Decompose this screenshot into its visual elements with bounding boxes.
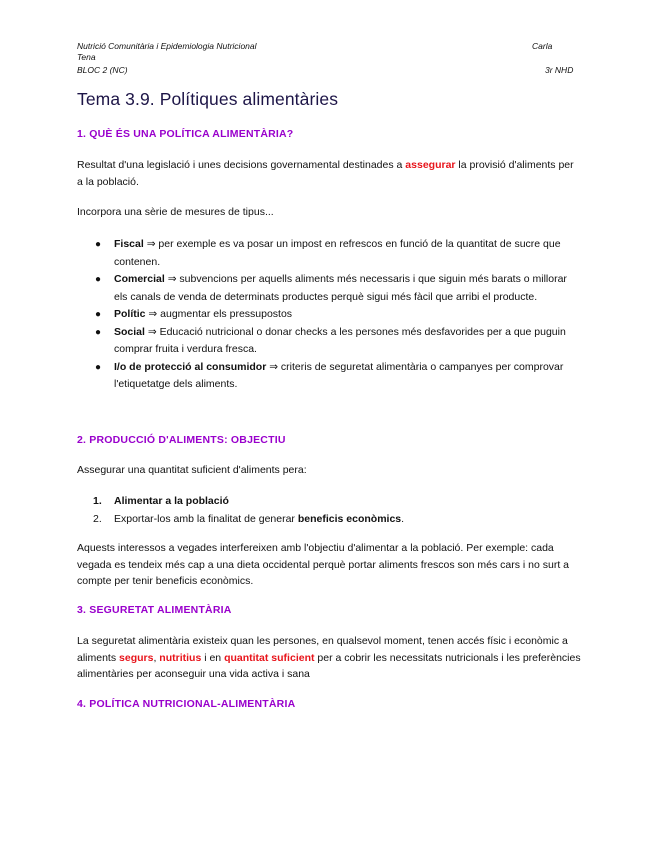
s3-sep-1: ,	[153, 651, 160, 664]
s1-p1-after: la provisió d'aliments per a la població.	[77, 159, 574, 188]
bullet-text: ⇒ criteris de seguretat alimentària o campanyes per comprovar l'etiquetatge dels aliments.	[114, 360, 564, 390]
header-course	[77, 41, 317, 63]
s3-before: La seguretat alimentària existeix quan les persones, en qualsevol moment, tenen accés físic i econòmic a aliments	[77, 635, 568, 664]
bullet-text: ⇒ subvencions per aquells aliments més necessaris i que siguin més barats o millorar els canals de venda de determinats productes perquè sigui més fàcil que arribi el producte.	[114, 273, 567, 303]
s3-highlight-nutritius: nutritius	[159, 651, 202, 664]
bullet-term: I/o de protecció al consumidor	[114, 360, 267, 373]
page-title: Tema 3.9. Polítiques alimentàries	[77, 89, 339, 109]
s1-p1-before: Resultat d'una legislació i unes decisions governamental destinades a	[77, 159, 406, 171]
s3-highlight-segurs: segurs	[119, 651, 154, 664]
s3-after: per a cobrir les necessitats nutricionals i les preferències alimentàries per aconseguir una vida activa i sana	[77, 651, 581, 680]
section-3-heading: 3. SEGURETAT ALIMENTÀRIA	[77, 604, 232, 616]
header-block: BLOC 2 (NC)	[77, 65, 128, 75]
header-author-last: Tena	[77, 52, 96, 62]
bullet-icon: ●	[95, 239, 102, 250]
section-3-paragraph	[77, 633, 582, 683]
item-tail: .	[401, 512, 405, 525]
bullet-icon: ●	[95, 361, 102, 373]
bullet-term: Polític	[114, 308, 146, 320]
item-number: 2.	[93, 512, 102, 525]
header-code: 3r NHD	[545, 65, 574, 75]
item-number: 1.	[93, 495, 102, 507]
list-item	[77, 511, 582, 529]
list-item	[77, 306, 582, 324]
header-course-text: Nutrició Comunitària i Epidemiologia Nutricional	[77, 41, 257, 51]
bullet-term: Fiscal	[114, 238, 144, 250]
bullet-icon: ●	[95, 274, 102, 285]
bullet-term: Social	[114, 325, 145, 338]
list-item	[77, 271, 582, 306]
section-2-paragraph-1: Assegurar una quantitat suficient d'aliments pera:	[77, 464, 307, 476]
bullet-icon: ●	[95, 309, 102, 320]
section-4-heading: 4. POLÍTICA NUTRICIONAL-ALIMENTÀRIA	[77, 698, 296, 710]
list-item	[77, 236, 582, 271]
item-bold: beneficis econòmics	[297, 512, 402, 525]
list-item	[77, 493, 582, 511]
section-1-paragraph-1	[77, 157, 582, 190]
s3-highlight-quantitat: quantitat suficient	[224, 651, 315, 664]
section-1-paragraph-2: Incorpora una sèrie de mesures de tipus...	[77, 206, 274, 218]
section-2-numbered-list	[77, 493, 582, 528]
section-1-heading: 1. QUÈ ÉS UNA POLÍTICA ALIMENTÀRIA?	[77, 128, 294, 140]
section-2-paragraph-2: Aquests interessos a vegades interfereixen amb l'objectiu d'alimentar a la població. Per exemple: cada vegada es tendeix més cap a una dieta occidental perquè portar aliments frescos son més cars i no surt a compte per tenir beneficis econòmics.	[77, 542, 570, 587]
bullet-text: ⇒ per exemple es va posar un impost en refrescos en funció de la quantitat de sucre que contenen.	[114, 238, 561, 268]
item-text: Exportar-los amb la finalitat de generar	[114, 512, 298, 525]
list-item	[77, 324, 582, 359]
bullet-icon: ●	[95, 326, 102, 338]
bullet-term: Comercial	[114, 273, 165, 285]
section-1-bullet-list	[77, 236, 582, 394]
bullet-text: ⇒ Educació nutricional o donar checks a les persones més desfavorides per a que puguin comprar fruita i verdura fresca.	[114, 325, 566, 355]
list-item	[77, 359, 582, 394]
s1-p1-highlight: assegurar	[405, 159, 456, 171]
s3-sep-2: i en	[201, 651, 225, 664]
bullet-text: ⇒ augmentar els pressupostos	[145, 308, 293, 320]
item-bold: Alimentar a la població	[114, 495, 229, 507]
section-2-heading: 2. PRODUCCIÓ D'ALIMENTS: OBJECTIU	[77, 434, 286, 446]
header-author-first: Carla	[532, 41, 553, 51]
